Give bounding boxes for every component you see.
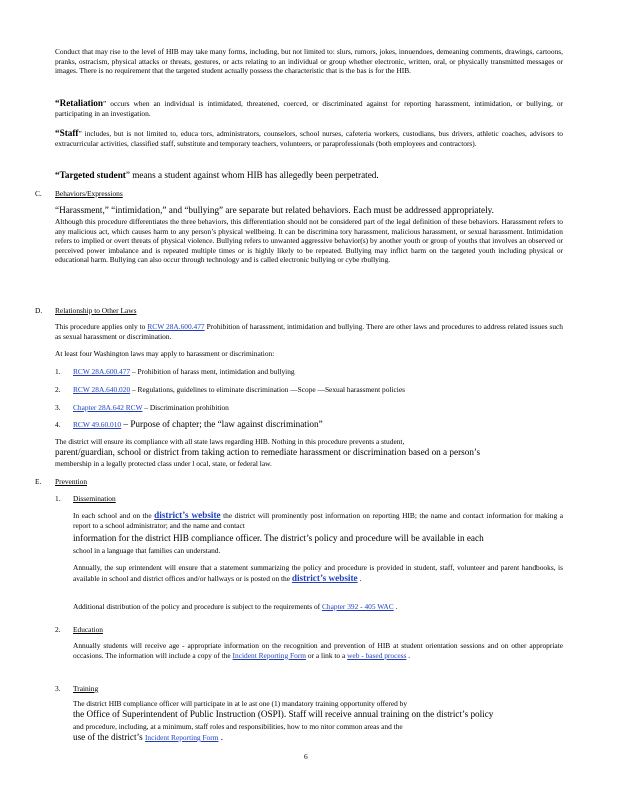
dissemination-p3-start: Additional distribution of the policy and procedure is subject to the requirements of — [73, 602, 322, 611]
section-d-paragraph-2: At least four Washington laws may apply to harassment or discrimination: — [55, 349, 275, 358]
law-link[interactable]: RCW 28A.600.477 — [73, 367, 131, 376]
wac-chapter-link[interactable]: Chapter 392 - 405 WAC — [321, 602, 394, 611]
conduct-paragraph — [55, 47, 563, 76]
law-text: – Prohibition of harass ment, intimidation and bullying — [130, 367, 295, 376]
incident-reporting-form-link[interactable]: Incident Reporting Form — [232, 650, 307, 660]
law-item — [73, 367, 563, 377]
dissemination-p1-start: In each school and on the — [73, 511, 155, 520]
section-d-paragraph-1 — [55, 322, 563, 341]
retaliation-term: “Retaliation — [55, 98, 103, 108]
dissemination-p2-start: Annually, the sup erintendent will ensure that a statement summarizing the policy and procedure is provided in student, staff, volunteer and parent handbooks, is available in school and district offices and/or hallways or is posted on the — [73, 563, 563, 583]
targeted-definition — [55, 170, 563, 181]
education-heading: Education — [73, 625, 103, 634]
incident-reporting-form-link-2[interactable]: Incident Reporting Form — [144, 733, 219, 742]
training-heading: Training — [73, 684, 99, 693]
section-d-closing-1: The district will ensure its compliance with all state laws regarding HIB. Nothing in this procedure prevents a student, — [55, 437, 405, 446]
law-link[interactable]: RCW 49.60.010 — [73, 420, 122, 429]
section-c-letter: C. — [35, 189, 42, 198]
training-number: 3. — [55, 684, 61, 693]
section-c-lead: “Harassment,” “intimidation,” and “bullying” are separate but related behaviors. Each must be addressed appropriately. — [55, 205, 494, 215]
section-c-body: Although this procedure differentiates the three behaviors, this differentiation should not be considered part of the legal definition of these behaviors. Harassment refers to any malicious act, which causes harm to any person’s physical wellbeing. It can be discrimina tory harassment, malicious harassment, or sexual harassment. Intimidation refers to implied or overt threats of physical violence. Bullying refers to unwanted aggressive behavior(s) by another youth or group of youths that involves an observed or perceived power imbalance and is repeated multiple times or is highly likely to be repeated. Bullying may inflict harm on the targeted youth including physical or educational harm. Bullying can also occur through technology and is called electronic bullying or cybe rbullying. — [55, 217, 563, 265]
law-number: 4. — [55, 420, 61, 429]
staff-text: ” includes, but is not limited to, educa tors, administrators, counselors, school nurses, cafeteria workers, custodians, bus drivers, athletic coaches, advisors to extracurricular activities, classified staff, substitute and temporary teachers, volunteers, or paraprofessionals (both employees and contractors). — [55, 129, 563, 148]
section-d-closing-3: membership in a legally protected class under l ocal, state, or federal law. — [55, 459, 272, 468]
education-number: 2. — [55, 625, 61, 634]
conduct-text: Conduct that may rise to the level of HIB may take many forms, including, but not limited to: slurs, rumors, jokes, innuendoes, demeaning comments, drawings, cartoons, pranks, ostracism, physical attacks or threats, gestures, or acts relating to an individual or group whether electronic, written, oral, or physically transmitted messages or images. There is no requirement that the targeted student actually possess the characteristic that is the bas is for the HIB. — [55, 47, 563, 76]
dissemination-number: 1. — [55, 494, 61, 503]
dissemination-paragraph-1 — [73, 510, 563, 531]
dissemination-p2-end: . — [357, 573, 362, 583]
targeted-text: ” means a student against whom HIB has allegedly been perpetrated. — [125, 170, 379, 180]
section-d-heading: Relationship to Other Laws — [55, 306, 137, 315]
staff-term: “Staff — [55, 128, 79, 138]
district-website-link-2[interactable]: district’s website — [291, 572, 358, 583]
retaliation-definition — [55, 98, 563, 119]
training-line-4-start: use of the district’s — [73, 732, 145, 742]
section-d-p1-end: Prohibition of harassment, intimidation and bullying. There are other laws and procedures to address related issues such as sexual harassment or discrimination. — [55, 322, 563, 341]
web-based-process-link[interactable]: web - based process — [347, 650, 407, 660]
training-line-3: and procedure, including, at a minimum, staff roles and responsibilities, how to mo nitor common areas and the — [73, 722, 403, 731]
page-number: 6 — [304, 752, 308, 761]
staff-definition — [55, 128, 563, 149]
dissemination-paragraph-3 — [73, 602, 563, 612]
section-c-heading: Behaviors/Expressions — [55, 189, 123, 198]
law-number: 3. — [55, 403, 61, 412]
education-text-start: Annually students will receive age - appropriate information on the recognition and prevention of HIB at student orientation sessions and on other appropriate occasions. The information will include a copy of the — [73, 641, 563, 660]
dissemination-heading: Dissemination — [73, 494, 116, 503]
section-e-heading: Prevention — [55, 477, 88, 486]
law-number: 2. — [55, 385, 61, 394]
law-text: – Purpose of chapter; the “law against discrimination” — [121, 419, 323, 429]
dissemination-p3-end: . — [393, 602, 398, 611]
dissemination-p1-mid: the district will prominently post information on reporting HIB; the name and contact information for making a report to a school administrator; and the name and contact — [73, 511, 563, 530]
district-website-link[interactable]: district’s website — [154, 510, 221, 520]
rcw-28a-600-477-link[interactable]: RCW 28A.600.477 — [147, 322, 205, 331]
training-line-1: The district HIB compliance officer will participate in at le ast one (1) mandatory training opportunity offered by — [73, 699, 408, 708]
training-line-4 — [73, 732, 563, 743]
law-link[interactable]: Chapter 28A.642 RCW — [73, 403, 143, 412]
law-item — [73, 419, 563, 430]
law-text: – Regulations, guidelines to eliminate discrimination —Scope —Sexual harassment policies — [130, 385, 405, 394]
education-paragraph — [73, 641, 563, 660]
retaliation-text: ” occurs when an individual is intimidated, threatened, coerced, or discriminated against for reporting harassment, intimidation, or bullying, or participating in an investigation. — [55, 99, 563, 118]
law-item — [73, 403, 563, 413]
targeted-term: “Targeted student — [55, 170, 126, 180]
dissemination-paragraph-1-end: school in a language that families can understand. — [73, 546, 221, 555]
section-d-letter: D. — [35, 306, 43, 315]
training-line-2: the Office of Superintendent of Public Instruction (OSPI). Staff will receive annual training on the district’s policy — [73, 709, 494, 719]
law-number: 1. — [55, 367, 61, 376]
dissemination-paragraph-2 — [73, 563, 563, 584]
law-link[interactable]: RCW 28A.640.020 — [73, 385, 131, 394]
section-d-closing-2: parent/guardian, school or district from taking action to remediate harassment or discrimination based on a person’s — [55, 447, 481, 457]
training-line-4-end: . — [218, 732, 224, 742]
law-text: – Discrimination prohibition — [142, 403, 229, 412]
dissemination-paragraph-1-cont: information for the district HIB compliance officer. The district’s policy and procedure will be available in each — [73, 533, 484, 543]
law-item — [73, 385, 563, 395]
education-text-mid: or a link to a — [306, 650, 348, 660]
section-e-letter: E. — [35, 477, 42, 486]
section-d-p1-start: This procedure applies only to — [55, 322, 148, 331]
education-text-end: . — [406, 650, 411, 660]
